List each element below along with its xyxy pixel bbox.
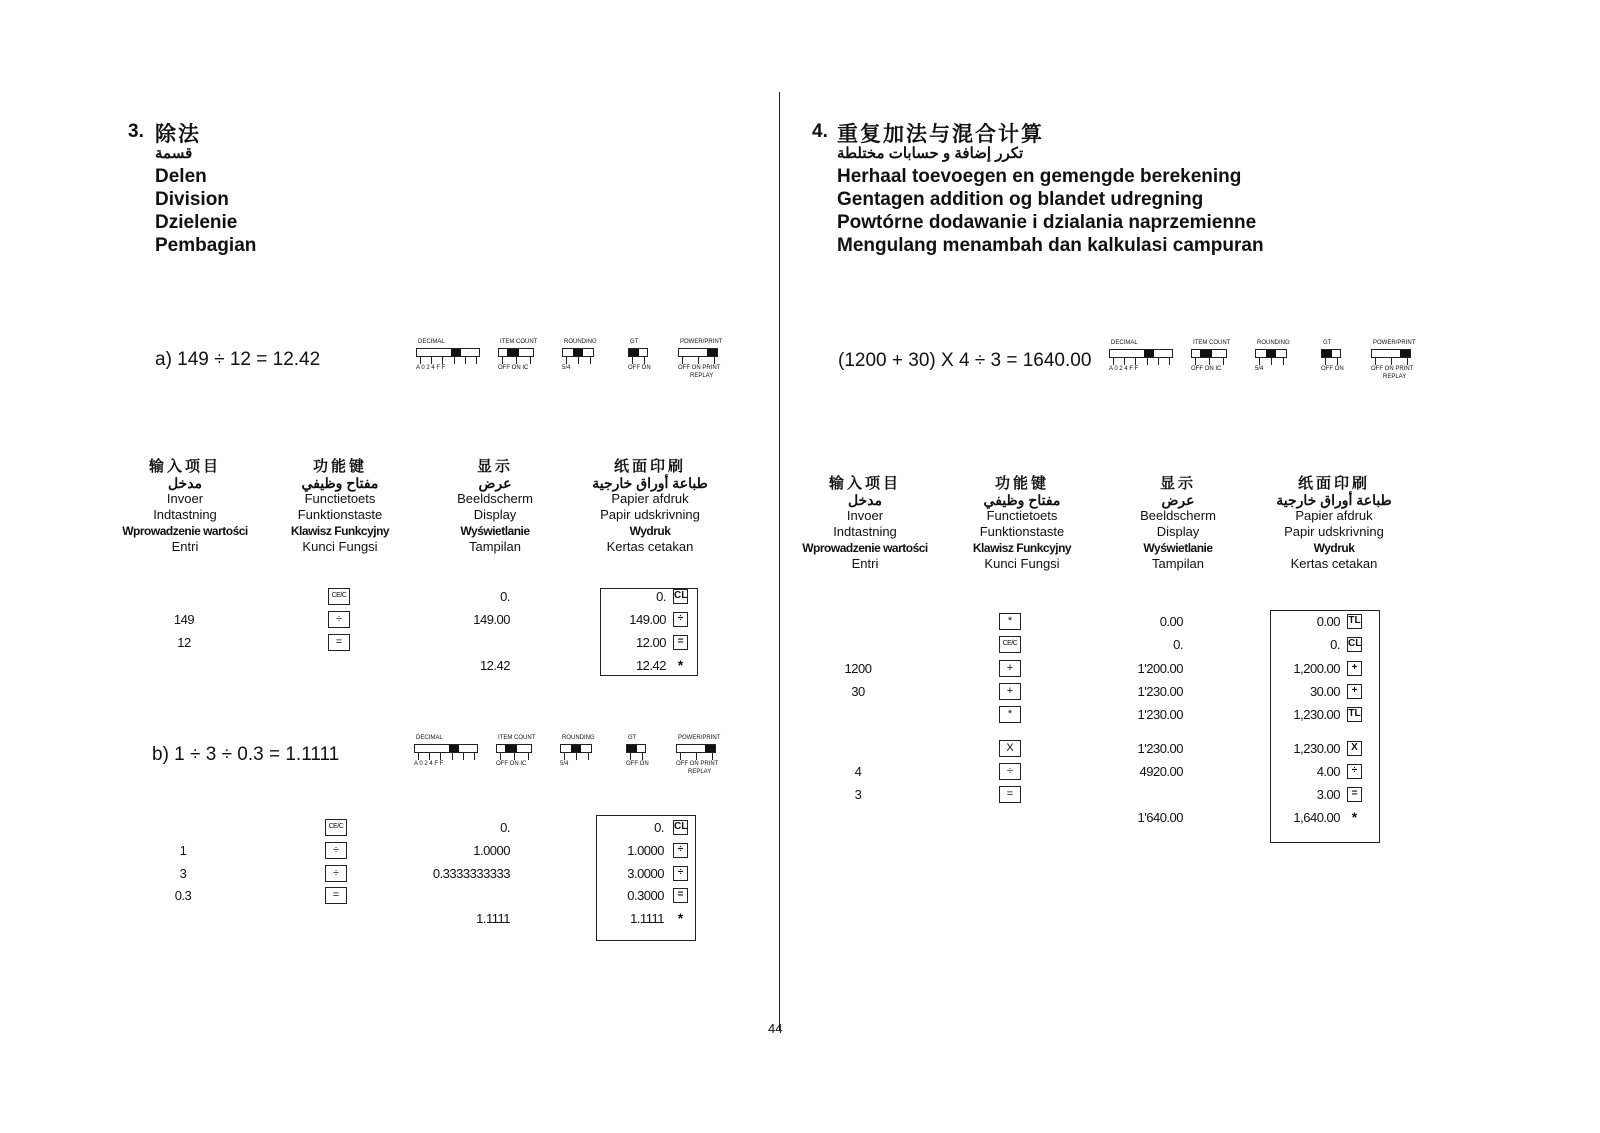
subtitle-left-0: Delen bbox=[155, 166, 207, 187]
replay-label: REPLAY bbox=[690, 373, 714, 379]
entry-id: Entri bbox=[171, 539, 199, 554]
display-value: 12.42 bbox=[479, 658, 510, 673]
print-symbol: CL bbox=[1347, 637, 1362, 652]
print-value: 1,640.00 bbox=[1293, 810, 1340, 825]
replay-label: REPLAY bbox=[1383, 374, 1407, 380]
equation-b: b) 1 ÷ 3 ÷ 0.3 = 1.1111 bbox=[152, 744, 340, 765]
switch-tick bbox=[476, 357, 477, 364]
switch-label: ITEM COUNT bbox=[498, 735, 536, 741]
print-nl: Papier afdruk bbox=[1295, 508, 1373, 523]
print-value: 1,230.00 bbox=[1293, 707, 1340, 722]
switch-tick bbox=[566, 357, 567, 364]
switch-label: GT bbox=[1323, 340, 1332, 346]
switch-tick bbox=[696, 753, 697, 760]
print-id: Kertas cetakan bbox=[606, 539, 694, 554]
switch-tick bbox=[454, 357, 455, 364]
switch-tick bbox=[429, 753, 430, 760]
switch-label: GT bbox=[628, 735, 637, 741]
print-value: 12.00 bbox=[635, 635, 666, 650]
function-key: ÷ bbox=[328, 611, 350, 628]
switch-tick bbox=[465, 357, 466, 364]
entry-cn: 输入项目 bbox=[828, 475, 901, 492]
switch-knob bbox=[707, 349, 717, 356]
switch-tick bbox=[452, 753, 453, 760]
switch-positions: OFF ON IC bbox=[496, 761, 527, 767]
section-number-right: 4. bbox=[812, 121, 828, 142]
switch-knob bbox=[1200, 350, 1212, 357]
replay-label: REPLAY bbox=[688, 769, 712, 775]
display-cn: 显示 bbox=[1159, 475, 1196, 492]
section-title-ar-right: تكرر إضافة و حسابات مختلطة bbox=[837, 145, 1024, 162]
entry-nl: Invoer bbox=[166, 491, 204, 506]
print-pl: Wydruk bbox=[629, 524, 671, 538]
switch-tick bbox=[420, 357, 421, 364]
switch-knob bbox=[507, 349, 519, 356]
display-value: 1.1111 bbox=[476, 911, 510, 926]
print-value: 1,230.00 bbox=[1293, 741, 1340, 756]
switch-knob bbox=[505, 745, 517, 752]
switch-positions: OFF ON IC bbox=[1191, 366, 1222, 372]
switch-label: ITEM COUNT bbox=[1193, 340, 1231, 346]
function-key: + bbox=[999, 660, 1021, 677]
function-key: = bbox=[325, 887, 347, 904]
section-number-left: 3. bbox=[128, 121, 144, 142]
display-value: 1'200.00 bbox=[1137, 661, 1183, 676]
switch-tick bbox=[1259, 358, 1260, 365]
switch-tick bbox=[442, 357, 443, 364]
print-symbol: + bbox=[1347, 684, 1362, 699]
switch-tick bbox=[564, 753, 565, 760]
switch-tick bbox=[642, 753, 643, 760]
switch-knob bbox=[1322, 350, 1332, 357]
display-pl: Wyświetlanie bbox=[460, 524, 530, 538]
subtitle-right-2: Powtórne dodawanie i dzialania naprzemienne bbox=[837, 212, 1257, 233]
print-value: 0.00 bbox=[1316, 614, 1340, 629]
switch-slider bbox=[1191, 349, 1227, 358]
switch-tick bbox=[576, 753, 577, 760]
switch-tick bbox=[1325, 358, 1326, 365]
switch-slider bbox=[676, 744, 716, 753]
switch-tick bbox=[516, 357, 517, 364]
subtitle-right-3: Mengulang menambah dan kalkulasi campuran bbox=[837, 235, 1264, 256]
print-ar: طباعة أوراق خارجية bbox=[1276, 492, 1392, 508]
print-value: 1.0000 bbox=[627, 843, 664, 858]
switch-positions: OFF ON PRINT bbox=[1371, 366, 1414, 372]
display-value: 1'640.00 bbox=[1137, 810, 1183, 825]
display-value: 0. bbox=[1173, 637, 1183, 652]
print-da: Papir udskrivning bbox=[600, 507, 700, 522]
entry-value: 3 bbox=[179, 866, 187, 881]
print-symbol: = bbox=[1347, 787, 1362, 802]
function-pl: Klawisz Funkcyjny bbox=[972, 541, 1072, 555]
switch-tick bbox=[1391, 358, 1392, 365]
switch-tick bbox=[530, 357, 531, 364]
switch-tick bbox=[588, 753, 589, 760]
switch-knob bbox=[627, 745, 637, 752]
display-value: 1'230.00 bbox=[1137, 741, 1183, 756]
switch-label: ROUNDING bbox=[562, 735, 595, 741]
function-id: Kunci Fungsi bbox=[302, 539, 378, 554]
switch-slider bbox=[626, 744, 646, 753]
subtitle-right-0: Herhaal toevoegen en gemengde berekening bbox=[837, 166, 1242, 187]
col-head-function-right bbox=[932, 476, 1112, 572]
display-value: 1'230.00 bbox=[1137, 684, 1183, 699]
entry-pl: Wprowadzenie wartości bbox=[802, 541, 928, 555]
switch-slider bbox=[560, 744, 592, 753]
print-symbol: = bbox=[673, 888, 688, 903]
switch-label: ROUNDING bbox=[1257, 340, 1290, 346]
switch-tick bbox=[500, 753, 501, 760]
display-ar: عرض bbox=[478, 475, 512, 491]
switch-tick bbox=[1147, 358, 1148, 365]
switch-tick bbox=[463, 753, 464, 760]
switch-slider bbox=[678, 348, 718, 357]
switch-tick bbox=[440, 753, 441, 760]
col-head-display-right bbox=[1088, 476, 1268, 572]
print-value: 149.00 bbox=[629, 612, 666, 627]
function-key: CE/C bbox=[999, 636, 1021, 653]
print-value: 3.00 bbox=[1316, 787, 1340, 802]
switch-slider bbox=[628, 348, 648, 357]
switch-knob bbox=[1144, 350, 1154, 357]
function-key: * bbox=[999, 706, 1021, 723]
print-symbol: ÷ bbox=[673, 843, 688, 858]
print-value: 1.1111 bbox=[630, 911, 664, 926]
function-key: ÷ bbox=[999, 763, 1021, 780]
print-id: Kertas cetakan bbox=[1290, 556, 1378, 571]
function-key: CE/C bbox=[325, 819, 347, 836]
col-head-display-left bbox=[405, 459, 585, 555]
switch-tick bbox=[1223, 358, 1224, 365]
function-key: * bbox=[999, 613, 1021, 630]
entry-value: 12 bbox=[177, 635, 191, 650]
switch-positions: OFF ON bbox=[626, 761, 649, 767]
switch-tick bbox=[578, 357, 579, 364]
col-head-entry-left bbox=[95, 459, 275, 555]
switch-tick bbox=[1124, 358, 1125, 365]
equation-right: (1200 + 30) X 4 ÷ 3 = 1640.00 bbox=[838, 350, 1092, 371]
switch-tick bbox=[680, 753, 681, 760]
print-symbol: * bbox=[677, 657, 684, 673]
switch-slider bbox=[1255, 349, 1287, 358]
switch-positions: A 0 2 4 F F bbox=[416, 365, 446, 371]
print-pl: Wydruk bbox=[1313, 541, 1355, 555]
switch-slider bbox=[562, 348, 594, 357]
print-cn: 纸面印刷 bbox=[1297, 475, 1370, 492]
switch-slider bbox=[498, 348, 534, 357]
display-value: 1.0000 bbox=[473, 843, 510, 858]
switch-knob bbox=[629, 349, 639, 356]
equation-a: a) 149 ÷ 12 = 12.42 bbox=[155, 349, 321, 370]
switch-label: DECIMAL bbox=[418, 339, 445, 345]
display-value: 149.00 bbox=[473, 612, 510, 627]
print-symbol: ÷ bbox=[673, 866, 688, 881]
function-da: Funktionstaste bbox=[979, 524, 1065, 539]
switch-knob bbox=[571, 745, 581, 752]
function-nl: Functietoets bbox=[986, 508, 1058, 523]
display-value: 0. bbox=[500, 589, 510, 604]
entry-ar: مدخل bbox=[847, 492, 883, 508]
switch-positions: 5/4 bbox=[562, 365, 571, 371]
switch-slider bbox=[1371, 349, 1411, 358]
display-nl: Beeldscherm bbox=[1140, 508, 1216, 523]
print-value: 0. bbox=[1330, 637, 1340, 652]
switch-tick bbox=[644, 357, 645, 364]
col-head-function-left bbox=[250, 459, 430, 555]
print-value: 0. bbox=[656, 589, 666, 604]
page-number: 44 bbox=[768, 1021, 783, 1036]
entry-cn: 输入项目 bbox=[148, 458, 221, 475]
entry-da: Indtastning bbox=[833, 524, 897, 539]
switch-tick bbox=[1209, 358, 1210, 365]
function-key: CE/C bbox=[328, 588, 350, 605]
switch-positions: OFF ON bbox=[628, 365, 651, 371]
switch-tick bbox=[714, 357, 715, 364]
function-pl: Klawisz Funkcyjny bbox=[290, 524, 390, 538]
switch-tick bbox=[630, 753, 631, 760]
switch-tick bbox=[632, 357, 633, 364]
function-ar: مفتاح وظيفي bbox=[301, 475, 379, 491]
entry-value: 1200 bbox=[844, 661, 872, 676]
switch-positions: A 0 2 4 F F bbox=[1109, 366, 1139, 372]
function-key: + bbox=[999, 683, 1021, 700]
entry-value: 0.3 bbox=[174, 888, 192, 903]
subtitle-left-1: Division bbox=[155, 189, 229, 210]
col-head-print-right bbox=[1244, 476, 1424, 572]
print-value: 0. bbox=[654, 820, 664, 835]
switch-knob bbox=[1400, 350, 1410, 357]
print-symbol: CL bbox=[673, 820, 688, 835]
function-da: Funktionstaste bbox=[297, 507, 383, 522]
switch-positions: OFF ON PRINT bbox=[678, 365, 721, 371]
switch-tick bbox=[712, 753, 713, 760]
switch-label: POWER/PRINT bbox=[678, 735, 721, 741]
print-symbol: + bbox=[1347, 661, 1362, 676]
print-da: Papir udskrivning bbox=[1284, 524, 1384, 539]
section-title-cn-right: 重复加法与混合计算 bbox=[837, 123, 1044, 146]
switch-label: DECIMAL bbox=[1111, 340, 1138, 346]
display-value: 0. bbox=[500, 820, 510, 835]
display-id: Tampilan bbox=[468, 539, 522, 554]
switch-label: ROUNDING bbox=[564, 339, 597, 345]
switch-tick bbox=[431, 357, 432, 364]
switch-tick bbox=[698, 357, 699, 364]
switch-knob bbox=[451, 349, 461, 356]
display-da: Display bbox=[1156, 524, 1200, 539]
section-title-ar-left: قسمة bbox=[155, 145, 193, 162]
print-value: 4.00 bbox=[1316, 764, 1340, 779]
switch-label: POWER/PRINT bbox=[1373, 340, 1416, 346]
display-pl: Wyświetlanie bbox=[1143, 541, 1213, 555]
print-value: 12.42 bbox=[635, 658, 666, 673]
switch-tick bbox=[1337, 358, 1338, 365]
switch-tick bbox=[1135, 358, 1136, 365]
print-symbol: CL bbox=[673, 589, 688, 604]
switch-positions: OFF ON bbox=[1321, 366, 1344, 372]
display-value: 1'230.00 bbox=[1137, 707, 1183, 722]
function-key: X bbox=[999, 740, 1021, 757]
switch-knob bbox=[449, 745, 459, 752]
switch-positions: 5/4 bbox=[560, 761, 569, 767]
switch-tick bbox=[682, 357, 683, 364]
switch-tick bbox=[514, 753, 515, 760]
print-nl: Papier afdruk bbox=[611, 491, 689, 506]
entry-id: Entri bbox=[851, 556, 879, 571]
switch-knob bbox=[705, 745, 715, 752]
switch-slider bbox=[1109, 349, 1173, 358]
print-symbol: TL bbox=[1347, 707, 1362, 722]
print-value: 30.00 bbox=[1309, 684, 1340, 699]
switch-positions: A 0 2 4 F F bbox=[414, 761, 444, 767]
switch-label: ITEM COUNT bbox=[500, 339, 538, 345]
entry-value: 1 bbox=[179, 843, 187, 858]
switch-tick bbox=[1195, 358, 1196, 365]
switch-tick bbox=[1375, 358, 1376, 365]
function-cn: 功能键 bbox=[994, 475, 1049, 492]
entry-nl: Invoer bbox=[846, 508, 884, 523]
col-head-print-left bbox=[560, 459, 740, 555]
switch-tick bbox=[1113, 358, 1114, 365]
display-ar: عرض bbox=[1161, 492, 1195, 508]
switch-tick bbox=[1169, 358, 1170, 365]
subtitle-left-3: Pembagian bbox=[155, 235, 257, 256]
switch-label: DECIMAL bbox=[416, 735, 443, 741]
switch-tick bbox=[1283, 358, 1284, 365]
switch-tick bbox=[1158, 358, 1159, 365]
function-ar: مفتاح وظيفي bbox=[983, 492, 1061, 508]
switch-knob bbox=[1266, 350, 1276, 357]
switch-tick bbox=[502, 357, 503, 364]
section-title-cn-left: 除法 bbox=[155, 123, 201, 146]
print-symbol: X bbox=[1347, 741, 1362, 756]
entry-value: 4 bbox=[854, 764, 862, 779]
print-value: 0.3000 bbox=[627, 888, 664, 903]
display-cn: 显示 bbox=[476, 458, 513, 475]
print-symbol: TL bbox=[1347, 614, 1362, 629]
print-symbol: * bbox=[677, 910, 684, 926]
switch-tick bbox=[590, 357, 591, 364]
function-key: ÷ bbox=[325, 865, 347, 882]
display-da: Display bbox=[473, 507, 517, 522]
switch-tick bbox=[1407, 358, 1408, 365]
print-cn: 纸面印刷 bbox=[613, 458, 686, 475]
switch-label: POWER/PRINT bbox=[680, 339, 723, 345]
subtitle-right-1: Gentagen addition og blandet udregning bbox=[837, 189, 1204, 210]
switch-slider bbox=[1321, 349, 1341, 358]
switch-tick bbox=[474, 753, 475, 760]
switch-positions: OFF ON PRINT bbox=[676, 761, 719, 767]
switch-slider bbox=[414, 744, 478, 753]
col-head-entry-right bbox=[775, 476, 955, 572]
switch-label: GT bbox=[630, 339, 639, 345]
display-value: 4920.00 bbox=[1139, 764, 1183, 779]
display-value: 0.00 bbox=[1159, 614, 1183, 629]
subtitle-left-2: Dzielenie bbox=[155, 212, 238, 233]
print-symbol: = bbox=[673, 635, 688, 650]
switch-knob bbox=[573, 349, 583, 356]
display-nl: Beeldscherm bbox=[457, 491, 533, 506]
switch-slider bbox=[416, 348, 480, 357]
print-value: 1,200.00 bbox=[1293, 661, 1340, 676]
function-id: Kunci Fungsi bbox=[984, 556, 1060, 571]
function-key: = bbox=[328, 634, 350, 651]
print-symbol: ÷ bbox=[673, 612, 688, 627]
print-value: 3.0000 bbox=[627, 866, 664, 881]
switch-tick bbox=[528, 753, 529, 760]
entry-da: Indtastning bbox=[153, 507, 217, 522]
function-key: ÷ bbox=[325, 842, 347, 859]
entry-ar: مدخل bbox=[167, 475, 203, 491]
switch-positions: OFF ON IC bbox=[498, 365, 529, 371]
switch-positions: 5/4 bbox=[1255, 366, 1264, 372]
entry-pl: Wprowadzenie wartości bbox=[122, 524, 248, 538]
entry-value: 30 bbox=[851, 684, 865, 699]
switch-tick bbox=[1271, 358, 1272, 365]
display-value: 0.3333333333 bbox=[432, 866, 510, 881]
function-cn: 功能键 bbox=[312, 458, 367, 475]
entry-value: 149 bbox=[173, 612, 195, 627]
print-symbol: * bbox=[1351, 809, 1358, 825]
switch-slider bbox=[496, 744, 532, 753]
function-nl: Functietoets bbox=[304, 491, 376, 506]
switch-tick bbox=[418, 753, 419, 760]
print-ar: طباعة أوراق خارجية bbox=[592, 475, 708, 491]
print-symbol: ÷ bbox=[1347, 764, 1362, 779]
entry-value: 3 bbox=[854, 787, 862, 802]
function-key: = bbox=[999, 786, 1021, 803]
display-id: Tampilan bbox=[1151, 556, 1205, 571]
